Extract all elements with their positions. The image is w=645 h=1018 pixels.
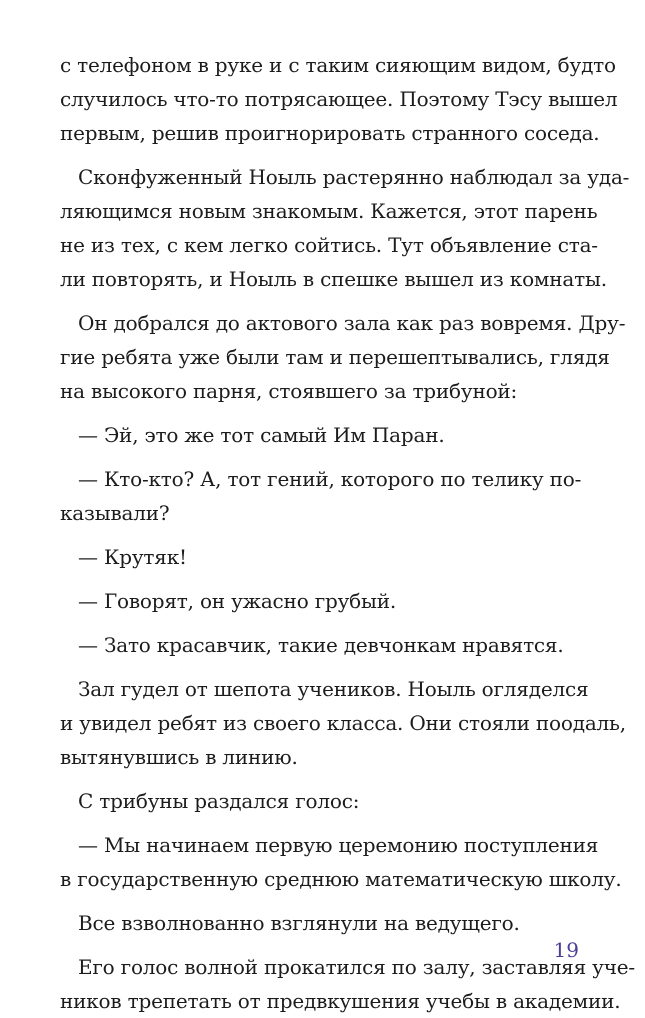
text-line: вытянувшись в линию. <box>60 745 298 769</box>
dialogue-line: — Мы начинаем первую церемонию поступления <box>78 833 599 857</box>
body-text <box>60 48 635 1018</box>
text-line: Сконфуженный Ноыль растерянно наблюдал за уда- <box>78 165 630 189</box>
dialogue-line: — Крутяк! <box>78 545 187 569</box>
text-line: и увидел ребят из своего класса. Они стояли поодаль, <box>60 711 626 735</box>
text-line: Его голос волной прокатился по залу, заставляя уче- <box>78 955 635 979</box>
text-line: Зал гудел от шепота учеников. Ноыль огляделся <box>78 677 589 701</box>
dialogue-line: — Эй, это же тот самый Им Паран. <box>78 423 445 447</box>
text-line: не из тех, с кем легко сойтись. Тут объявление ста- <box>60 233 598 257</box>
text-line: первым, решив проигнорировать странного соседа. <box>60 121 600 145</box>
text-line: на высокого парня, стоявшего за трибуной: <box>60 379 518 403</box>
page-number: 19 <box>553 938 579 962</box>
dialogue-line: — Говорят, он ужасно грубый. <box>78 589 396 613</box>
dialogue-line: в государственную среднюю математическую школу. <box>60 867 622 891</box>
dialogue-line: — Зато красавчик, такие девчонкам нравятся. <box>78 633 564 657</box>
text-line: ли повторять, и Ноыль в спешке вышел из комнаты. <box>60 267 607 291</box>
dialogue-line: казывали? <box>60 501 170 525</box>
text-line: С трибуны раздался голос: <box>78 789 360 813</box>
text-line: Он добрался до актового зала как раз вовремя. Дру- <box>78 311 626 335</box>
text-line: ников трепетать от предвкушения учебы в академии. <box>60 989 621 1013</box>
dialogue-line: — Кто-кто? А, тот гений, которого по телику по- <box>78 467 582 491</box>
text-line: гие ребята уже были там и перешептывались, глядя <box>60 345 610 369</box>
text-line: ляющимся новым знакомым. Кажется, этот парень <box>60 199 598 223</box>
text-line: с телефоном в руке и с таким сияющим видом, будто <box>60 53 616 77</box>
text-line: Все взволнованно взглянули на ведущего. <box>78 911 520 935</box>
text-line: случилось что-то потрясающее. Поэтому Тэсу вышел <box>60 87 618 111</box>
